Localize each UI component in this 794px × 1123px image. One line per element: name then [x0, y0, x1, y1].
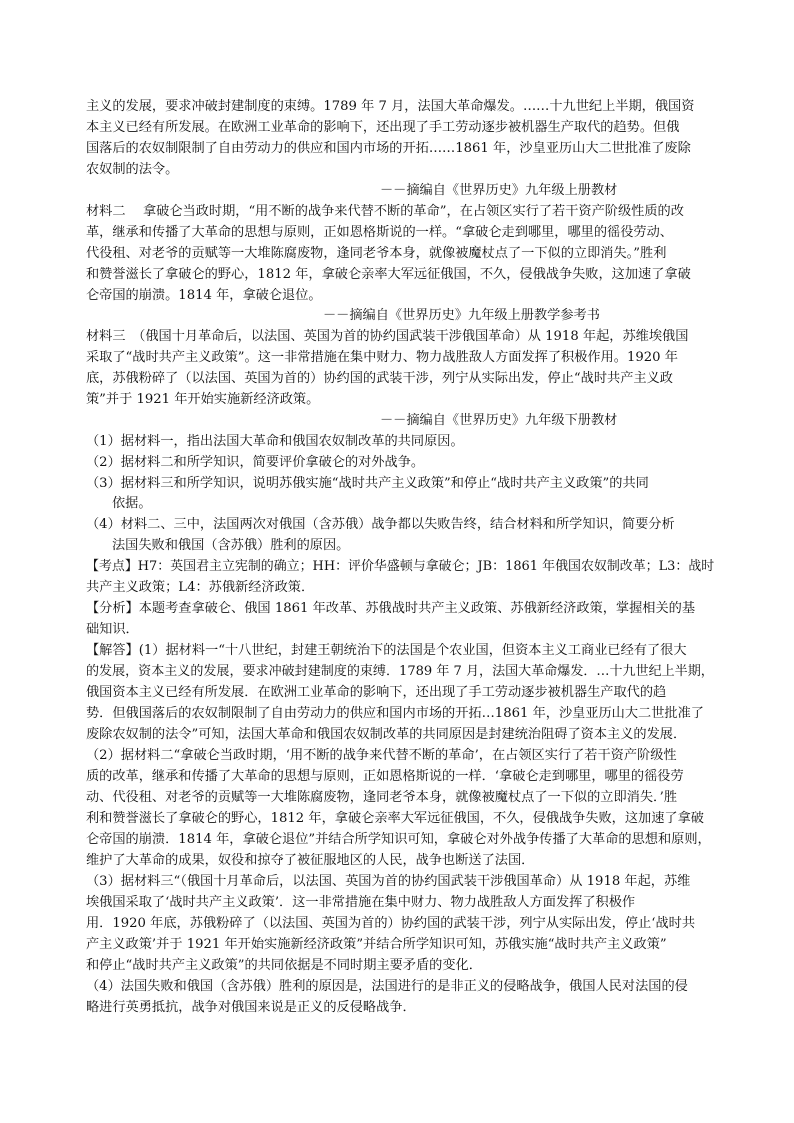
answer1-line: 【解答】(1）据材料一“十八世纪，封建王朝统治下的法国是个农业国，但资本主义工商业已经有了很大: [86, 643, 687, 658]
answer1-line: 俄国资本主义已经有所发展．在欧洲工业革命的影响下，还出现了手工劳动逐步被机器生产取代的趋: [86, 685, 667, 700]
answer3-line: 和停止“战时共产主义政策”的共同依据是不同时期主要矛盾的变化．: [86, 958, 482, 973]
material3-line: 材料三 （俄国十月革命后，以法国、英国为首的协约国武装干涉俄国革命）从 1918 年起，苏维埃俄国: [86, 329, 689, 344]
source-citation-3: －－摘编自《世界历史》九年级下册教材: [380, 413, 618, 428]
source-citation-2: －－摘编自《世界历史》九年级上册教学参考书: [323, 308, 600, 323]
material3-line: 底，苏俄粉碎了（以法国、英国为首的）协约国的武装干涉，列宁从实际出发，停止“战时共产主义政: [86, 371, 673, 386]
material1-line: 国落后的农奴制限制了自由劳动力的供应和国内市场的开拓……1861 年，沙皇亚历山大二世批准了废除: [86, 141, 691, 156]
answer3-line: 产主义政策’并于 1921 年开始实施新经济政策”并结合所学知识可知，苏俄实施“战时共产主义政策”: [86, 937, 667, 952]
answer2-line: （2）据材料二“拿破仑当政时期，‘用不断的战争来代替不断的革命’，在占领区实行了若干资产阶级性: [86, 748, 677, 763]
answer3-line: （3）据材料三“（俄国十月革命后，以法国、英国为首的协约国武装干涉俄国革命）从 1918 年起，苏维: [86, 874, 691, 889]
material1-line: 本主义已经有所发展。在欧洲工业革命的影响下，还出现了手工劳动逐步被机器生产取代的趋势。但俄: [86, 120, 680, 135]
answer1-line: 废除农奴制的法令”可知，法国大革命和俄国农奴制改革的共同原因是封建统治阻碍了资本主义的发展．: [86, 727, 687, 742]
answer2-line: 仑帝国的崩溃．1814 年，拿破仑退位”并结合所学知识可知，拿破仑对外战争传播了大革命的思想和原则，: [86, 832, 711, 847]
material2-line: 革，继承和传播了大革命的思想与原则，正如恩格斯说的一样。“拿破仑走到哪里，哪里的徭役劳动、: [86, 225, 673, 240]
question-line: （2）据材料二和所学知识，简要评价拿破仑的对外战争。: [86, 455, 425, 470]
material2-line: 仑帝国的崩溃。1814 年，拿破仑退位。: [86, 288, 322, 303]
kaodian-line: 共产主义政策；L4：苏俄新经济政策．: [86, 580, 315, 595]
material2-line: 代役租、对老爷的贡赋等一大堆陈腐废物，逢同老爷本身，就像被魔杖点了一下似的立即消失。”胜利: [86, 246, 667, 261]
answer2-line: 维护了大革命的成果，奴役和掠夺了被征服地区的人民，战争也断送了法国．: [86, 853, 535, 868]
answer2-line: 质的改革，继承和传播了大革命的思想与原则，正如恩格斯说的一样．‘拿破仑走到哪里，哪里的徭役劳: [86, 769, 684, 784]
source-citation-1: －－摘编自《世界历史》九年级上册教材: [380, 183, 618, 198]
fenxi-line: 【分析】本题考查拿破仑、俄国 1861 年改革、苏俄战时共产主义政策、苏俄新经济政策，掌握相关的基: [86, 601, 696, 616]
answer4-line: （4）法国失败和俄国（含苏俄）胜利的原因是，法国进行的是非正义的侵略战争，俄国人民对法国的侵: [86, 979, 688, 994]
kaodian-line: 【考点】H7：英国君主立宪制的确立；HH：评价华盛顿与拿破仑；JB：1861 年俄国农奴制改革；L3：战时: [86, 559, 715, 574]
material3-line: 策”并于 1921 年开始实施新经济政策。: [86, 392, 320, 407]
fenxi-line: 础知识．: [86, 622, 139, 637]
answer1-line: 的发展，资本主义的发展，要求冲破封建制度的束缚．1789 年 7 月，法国大革命爆发．…十九世纪上半期，: [86, 664, 714, 679]
question-line: （4）材料二、三中，法国两次对俄国（含苏俄）战争都以失败告终，结合材料和所学知识，简要分析: [86, 517, 675, 532]
answer3-line: 埃俄国采取了‘战时共产主义政策’．这一非常措施在集中财力、物力战胜敌人方面发挥了积极作: [86, 895, 636, 910]
question-line: （3）据材料三和所学知识，说明苏俄实施“战时共产主义政策”和停止“战时共产主义政策”的共同: [86, 476, 649, 491]
material2-line: 材料二 拿破仑当政时期，“用不断的战争来代替不断的革命”，在占领区实行了若干资产阶级性质的改: [86, 204, 684, 219]
material1-line: 农奴制的法令。: [86, 162, 179, 177]
material1-line: 主义的发展，要求冲破封建制度的束缚。1789 年 7 月，法国大革命爆发。……十九世纪上半期，俄国资: [86, 99, 695, 114]
answer2-line: 利和赞誉滋长了拿破仑的野心，1812 年，拿破仑亲率大军远征俄国，不久，侵俄战争失败，这加速了拿破: [86, 811, 704, 826]
answer2-line: 动、代役租、对老爷的贡赋等一大堆陈腐废物，逢同老爷本身，就像被魔杖点了一下似的立即消失．’胜: [86, 790, 678, 805]
material2-line: 和赞誉滋长了拿破仑的野心，1812 年，拿破仑亲率大军远征俄国，不久，侵俄战争失败，这加速了拿破: [86, 267, 691, 282]
answer1-line: 势．但俄国落后的农奴制限制了自由劳动力的供应和国内市场的开拓…1861 年，沙皇亚历山大二世批准了: [86, 706, 704, 721]
answer3-line: 用．1920 年底，苏俄粉碎了（以法国、英国为首的）协约国的武装干涉，列宁从实际出发，停止‘战时共: [86, 916, 696, 931]
question-line: 依据。: [112, 496, 152, 511]
material3-line: 采取了“战时共产主义政策”。这一非常措施在集中财力、物力战胜敌人方面发挥了积极作用。1920 年: [86, 350, 678, 365]
question-line: （1）据材料一，指出法国大革命和俄国农奴制改革的共同原因。: [86, 434, 464, 449]
answer4-line: 略进行英勇抵抗，战争对俄国来说是正义的反侵略战争．: [86, 1000, 416, 1015]
question-line: 法国失败和俄国（含苏俄）胜利的原因。: [112, 538, 350, 553]
